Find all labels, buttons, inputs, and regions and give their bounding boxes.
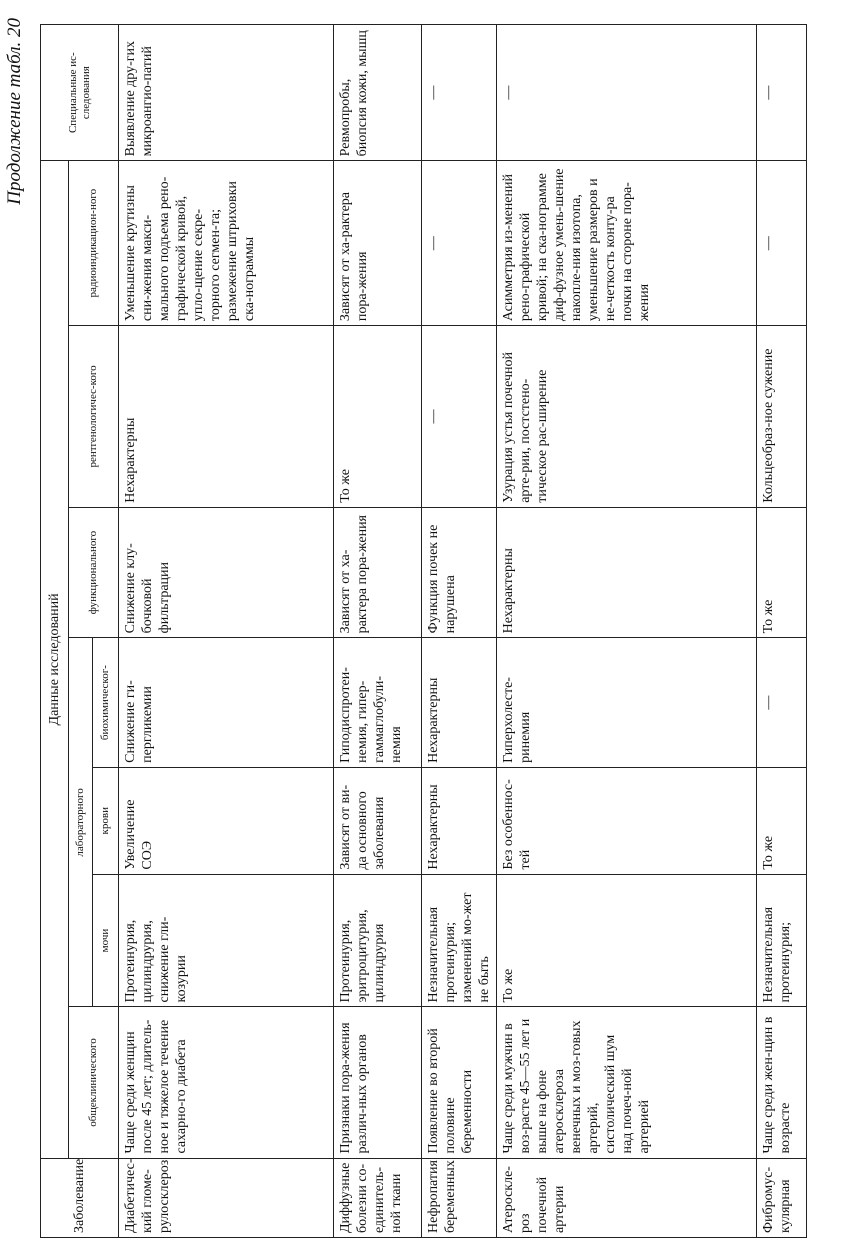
cell-functional: То же (757, 507, 807, 638)
cell-special: Выявление дру-гих микроангио-патий (119, 25, 334, 161)
cell-xray: Узурация устья почечной арте-рии, постстено-тическое рас-ширение (497, 326, 757, 508)
cell-general: Чаще среди женщин после 45 лет; длитель-ное и тяжелое течение сахарно-го диабета (119, 1007, 334, 1158)
header-special: Специальные ис-следования (41, 25, 119, 161)
cell-functional: Нехарактерны (497, 507, 757, 638)
table-row (422, 25, 497, 1238)
data-table (40, 24, 807, 1238)
cell-functional: Снижение клу-бочковой фильтрации (119, 507, 334, 638)
cell-radio: — (757, 161, 807, 326)
cell-general: Признаки пора-жения различ-ных органов (334, 1007, 422, 1158)
cell-xray: Нехарактерны (119, 326, 334, 508)
cell-biochem: Снижение ги-пергликемии (119, 638, 334, 767)
cell-biochem: Нехарактерны (422, 638, 497, 767)
table-row (497, 25, 757, 1238)
cell-blood: Нехарактерны (422, 767, 497, 874)
table-caption: Продолжение табл. 20 (4, 18, 25, 205)
header-functional: функционального (69, 507, 119, 638)
cell-xray: То же (334, 326, 422, 508)
cell-special: — (422, 25, 497, 161)
cell-urine: То же (497, 874, 757, 1007)
cell-urine: Незначительная протеинурия; изменений мо-жет не быть (422, 874, 497, 1007)
cell-blood: Без особеннос-тей (497, 767, 757, 874)
cell-urine: Протеинурия, цилиндрурия, снижение гли-козурии (119, 874, 334, 1007)
cell-general: Чаще среди мужчин в воз-расте 45—55 лет и выше на фоне атеросклероза венечных и моз-говых артерий, систолический шум над почеч-ной артерией (497, 1007, 757, 1158)
header-radio: радиоиндикацион-ного (69, 161, 119, 326)
cell-general: Чаще среди жен-щин в возрасте (757, 1007, 807, 1158)
header-general: общеклинического (69, 1007, 119, 1158)
header-urine: мочи (93, 874, 119, 1007)
cell-general: Появление во второй половине беременности (422, 1007, 497, 1158)
cell-biochem: Гиподиспротеи-немия, гипер-гаммаглобули-немия (334, 638, 422, 767)
cell-radio: Зависят от ха-рактера пора-жения (334, 161, 422, 326)
cell-disease: Нефропатия беременных (422, 1158, 497, 1237)
table-row (757, 25, 807, 1238)
header-disease: Заболевание (41, 1158, 119, 1237)
cell-special: — (497, 25, 757, 161)
cell-urine: Протеинурия, эритроцитурия, цилиндрурия (334, 874, 422, 1007)
table-row (119, 25, 334, 1238)
cell-special: Ревмопробы, биопсия кожи, мышц (334, 25, 422, 161)
cell-biochem: — (757, 638, 807, 767)
cell-disease: Диффузные болезни со-единитель-ной ткани (334, 1158, 422, 1237)
header-biochem: биохимическог- (93, 638, 119, 767)
cell-functional: Зависят от ха-рактера пора-жения (334, 507, 422, 638)
cell-special: — (757, 25, 807, 161)
cell-blood: Зависят от ви-да основного заболевания (334, 767, 422, 874)
cell-xray: — (422, 326, 497, 508)
cell-disease: Фибромус-кулярная (757, 1158, 807, 1237)
header-blood: крови (93, 767, 119, 874)
cell-xray: Кольцеобраз-ное сужение (757, 326, 807, 508)
cell-biochem: Гиперхолесте-ринемия (497, 638, 757, 767)
cell-functional: Функция почек не нарушена (422, 507, 497, 638)
cell-radio: Уменьшение крутизны сни-жения макси-мального подъема рено-графической кривой, упло-щение секре-торного сегмен-та; размежение штриховки ска-нограммы (119, 161, 334, 326)
header-data: Данные исследований (41, 161, 69, 1158)
cell-radio: — (422, 161, 497, 326)
cell-blood: То же (757, 767, 807, 874)
cell-blood: Увеличение СОЭ (119, 767, 334, 874)
cell-radio: Асимметрия из-менений рено-графической кривой; на ска-нограмме диф-фузное умень-шение накопле-ния изотопа, уменьшение размеров и не-четкость конту-ра почки на стороне пора-жения (497, 161, 757, 326)
cell-disease: Атероскле-роз почечной артерии (497, 1158, 757, 1237)
cell-disease: Диабетичес-кий гломе-рулосклероз (119, 1158, 334, 1237)
cell-urine: Незначительная протеинурия; (757, 874, 807, 1007)
header-lab: лабораторного (69, 638, 93, 1007)
table-row (334, 25, 422, 1238)
header-xray: рентгенологичес-кого (69, 326, 119, 508)
